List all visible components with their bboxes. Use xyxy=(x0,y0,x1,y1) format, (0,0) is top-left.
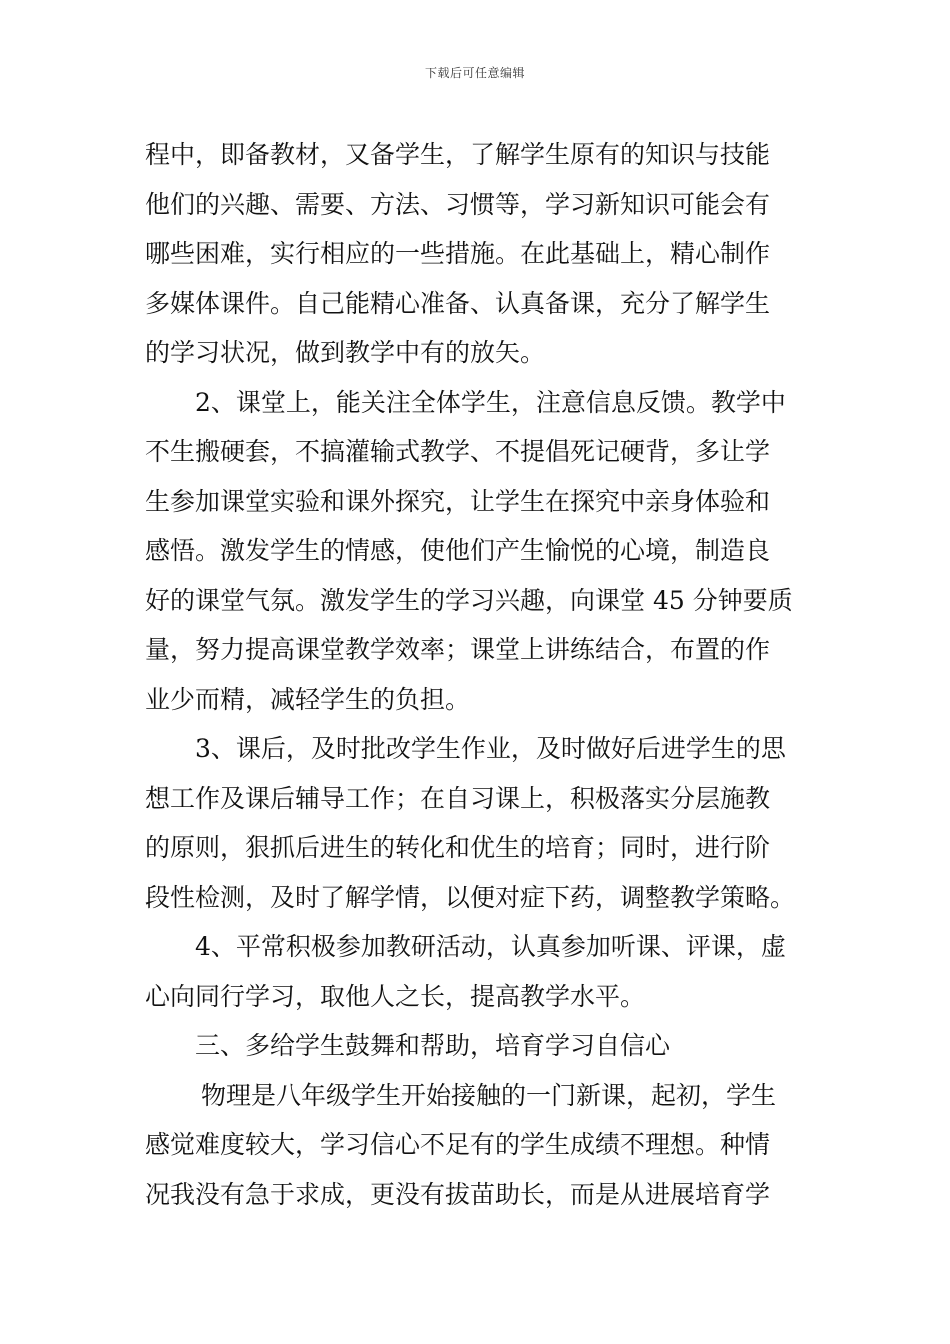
paragraph-start-line: 3、课后，及时批改学生作业，及时做好后进学生的思 xyxy=(195,734,786,763)
section-heading: 三、多给学生鼓舞和帮助，培育学习自信心 xyxy=(195,1031,671,1060)
text-line: 感觉难度较大，学习信心不足有的学生成绩不理想。种情 xyxy=(145,1130,771,1159)
text-line: 业少而精，减轻学生的负担。 xyxy=(145,684,471,714)
text-line: 的学习状况，做到教学中有的放矢。 xyxy=(145,338,546,367)
text-line: 心向同行学习，取他人之长，提高教学水平。 xyxy=(145,981,646,1011)
text-line: 多媒体课件。自己能精心准备、认真备课，充分了解学生 xyxy=(145,288,771,318)
text-line: 哪些困难，实行相应的一些措施。在此基础上，精心制作 xyxy=(145,239,771,268)
paragraph-start-line: 物理是八年级学生开始接触的一门新课，起初，学生 xyxy=(201,1080,777,1110)
document-body xyxy=(145,130,810,1219)
page-header-caption: 下载后可任意编辑 xyxy=(424,66,525,80)
text-line: 的原则，狠抓后进生的转化和优生的培育；同时，进行阶 xyxy=(145,833,771,862)
text-line: 想工作及课后辅导工作；在自习课上，积极落实分层施教 xyxy=(145,783,771,813)
text-line: 好的课堂气氛。激发学生的学习兴趣，向课堂 45 分钟要质 xyxy=(145,585,793,615)
text-line: 程中，即备教材，又备学生，了解学生原有的知识与技能 xyxy=(145,140,771,169)
text-line: 生参加课堂实验和课外探究，让学生在探究中亲身体验和 xyxy=(145,486,771,516)
paragraph-start-line: 4、平常积极参加教研活动，认真参加听课、评课，虚 xyxy=(195,932,786,961)
text-line: 不生搬硬套，不搞灌输式教学、不提倡死记硬背，多让学 xyxy=(145,437,771,466)
text-line: 量，努力提高课堂教学效率；课堂上讲练结合，布置的作 xyxy=(145,635,771,664)
paragraph-start-line: 2、课堂上，能关注全体学生，注意信息反馈。教学中 xyxy=(195,387,786,417)
text-line: 他们的兴趣、需要、方法、习惯等，学习新知识可能会有 xyxy=(145,189,771,219)
text-line: 段性检测，及时了解学情，以便对症下药，调整教学策略。 xyxy=(145,882,796,912)
text-line: 况我没有急于求成，更没有拔苗助长，而是从进展培育学 xyxy=(145,1179,771,1209)
text-line: 感悟。激发学生的情感，使他们产生愉悦的心境，制造良 xyxy=(145,536,771,565)
